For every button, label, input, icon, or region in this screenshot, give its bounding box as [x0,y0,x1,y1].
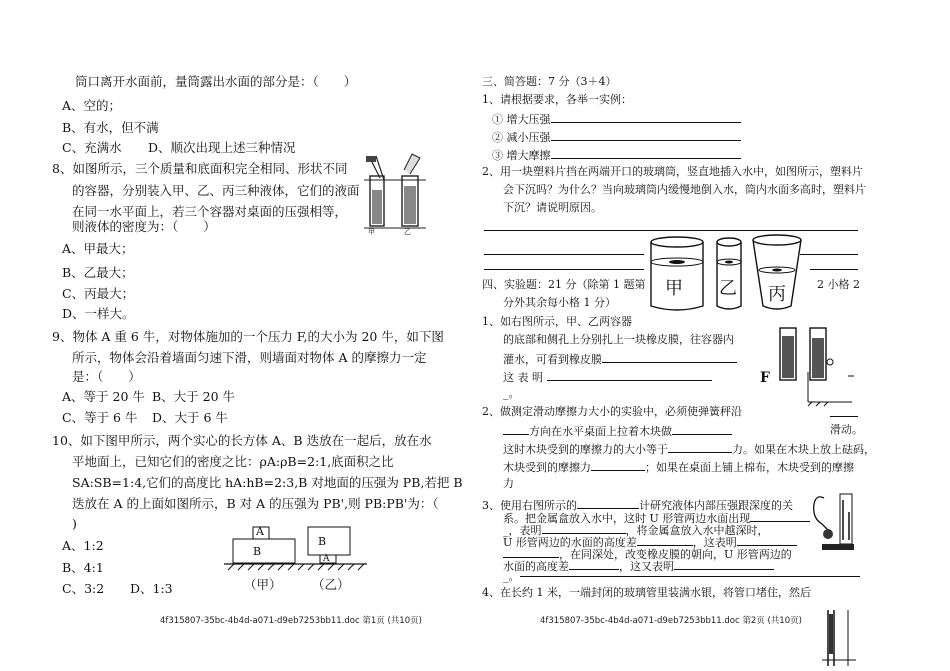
ex3-line-1: 3、使用右图所示的 计研究液体内部压强跟深度的关 [482,496,793,514]
answer-line-3a [484,269,644,270]
q9-option-d: D、大于 6 牛 [152,410,228,425]
q9-line-2: 所示，物体会沿着墙面匀速下滑，则墙面对物体 A 的摩擦力一定 [72,350,427,365]
section-3-title: 三、简答题：7 分（3＋4） [482,75,617,88]
ex4-line-1: 4、在长约 1 米，一端封闭的玻璃管里装满水银，将管口堵住，然后 [482,586,811,599]
ex3-line-5: ，在同深处，改变橡皮膜的朝向，U 形管两边的 [503,545,792,563]
answer-line-3b [810,269,858,270]
q10-blocks-figure [222,523,372,578]
ex1-line-2: 的底部和侧孔上分别扎上一块橡皮膜，往容器内 [503,333,734,346]
q10-line-1: 10、如下图甲所示，两个实心的长方体 A、B 迭放在一起后，放在水 [52,433,432,448]
q10-option-a: A、1:2 [62,538,104,553]
q10-option-d: D、1:3 [130,581,173,596]
q9-option-a: A、等于 20 牛 [62,389,145,404]
q10-line-2: 平地面上，已知它们的密度之比：ρA:ρB=2:1,底面积之比 [72,454,394,469]
q8-line-4: 则液体的密度为：（ ） [72,219,216,234]
sa-q1-item-3: ③ 增大摩擦 [492,146,741,164]
ex2-line-3: 这时木块受到的摩擦力的大小等于 力。如果在木块上放上砝码， [503,440,875,458]
sa-q1: 1、请根据要求，各举一实例： [482,93,632,106]
ex2-blank [830,416,858,417]
q8-line-3: 在同一水平面上，若三个容器对桌面的压强相等， [72,204,348,219]
manometer-figure [802,490,860,556]
q10-line-4: 迭放在 A 的上面如图所示，B 对 A 的压强为 PB',则 PB:PB'为：（ [72,496,439,511]
container-label-jia: 甲 [665,278,683,299]
ex1-line-5: _。 [503,387,520,400]
mercury-tube-figure [820,600,860,670]
section-4-line-2: 分外其余每小格 1 分） [503,296,616,309]
ex1-line-4: 这 表 明 [503,368,712,386]
q7-option-d: D、顺次出现上述三种情况 [148,140,296,155]
ex3-line-4: U 形管两边的水面的高度差 ，这表明 [503,533,797,551]
container-label-bing: 丙 [768,284,786,305]
q9-line-3: 是：（ ） [72,369,141,384]
caption-yi: （乙） [312,577,350,592]
q10-line-5: ) [72,516,77,531]
ex2-line-1: 2、做测定滑动摩擦力大小的实验中，必须使弹簧秤沿 [482,405,742,418]
force-label-f: F [760,370,770,386]
q7-continuation: 筒口离开水面前，量筒露出水面的部分是：（ ） [75,74,357,89]
q8-option-a: A、甲最大； [62,241,134,256]
sa-q1-item-2: ② 减小压强 [492,128,741,146]
ex2-slide: 滑动。 [830,423,863,436]
block-a-top: A [256,525,264,538]
ex1-line-1: 1、如右图所示，甲、乙两容器 [482,315,632,328]
q8-tube-label-1: 甲 [368,228,375,236]
answer-line-1 [484,230,858,231]
ex3-line-2: 系。把金属盒放入水中，这时 U 形管两边水面出现 [503,509,810,527]
ex2-line-2: 方向在水平桌面上拉着木块做 [503,422,732,440]
right-footer: 4f315807-35bc-4b4d-a071-d9eb7253bb11.doc 第2页 (共10页) [540,616,802,626]
section-4-title-tail: 2 小格 2 [817,278,860,291]
q9-option-c: C、等于 6 牛 [62,410,138,425]
q8-option-c: C、丙最大； [62,286,135,301]
containers-figure [645,232,815,316]
q8-line-1: 8、如图所示，三个质量和底面积完全相同、形状不同 [52,161,348,176]
q8-option-b: B、乙最大； [62,265,134,280]
ex2-line-5: 力 [503,477,514,490]
q10-option-c: C、3:2 [62,581,105,596]
ex3-line-3: _，表明 ，将金属盒放入水中越深时， [503,521,769,539]
ex2-line-4: 木块受到的摩擦力 ；如果在桌面上铺上棉布，木块受到的摩擦 [503,458,854,476]
q8-tube-label-2: 乙 [404,228,411,236]
q7-option-b: B、有水，但不满 [62,120,159,135]
container-label-yi: 乙 [719,278,737,299]
sa-q1-item-1: ① 增大压强 [492,110,741,128]
q9-line-1: 9、物体 A 重 6 牛，对物体施加的一个压力 F,的大小为 20 牛，如下图 [52,329,444,344]
ex3-line-7: _。 [503,570,520,583]
q10-line-3: SA:SB=1:4,它们的高度比 hA:hB=2:3,B 对地面的压强为 PB,若把 B [72,475,463,490]
q7-option-c: C、充满水 [62,140,122,155]
block-a-bottom: A [323,554,330,564]
block-b-top: B [318,535,327,548]
q8-option-d: D、一样大。 [62,306,135,321]
q8-line-2: 的容器，分别装入甲、乙、丙三种液体，它们的液面 [72,183,360,198]
q10-option-b: B、4:1 [62,560,104,575]
q9-option-b: B、大于 20 牛 [152,389,236,404]
sa-q2-line-2: 会下沉吗？为什么？当向玻璃筒内缓慢地倒入水，筒内水面多高时，塑料片 [503,183,866,196]
block-b-bottom: B [253,545,262,558]
left-footer: 4f315807-35bc-4b4d-a071-d9eb7253bb11.doc 第1页 (共10页) [160,616,422,626]
ex1-tubes-figure [772,322,862,418]
ex3-answer-line [520,576,860,577]
section-4-title: 四、实验题：21 分（除第 1 题第 [482,278,646,291]
sa-q2-line-3: 下沉？请说明原因。 [503,201,602,214]
caption-jia: （甲） [244,577,282,592]
answer-line-2a [484,254,644,255]
q7-option-a: A、空的； [62,98,122,113]
ex3-line-6: 水面的高度差 ，这又表明 [503,557,774,575]
sa-q2-line-1: 2、用一块塑料片挡在两端开口的玻璃筒，竖直地插入水中，如图所示，塑料片 [482,165,863,178]
ex1-line-3: 灌水，可看到橡皮膜 [503,350,737,368]
